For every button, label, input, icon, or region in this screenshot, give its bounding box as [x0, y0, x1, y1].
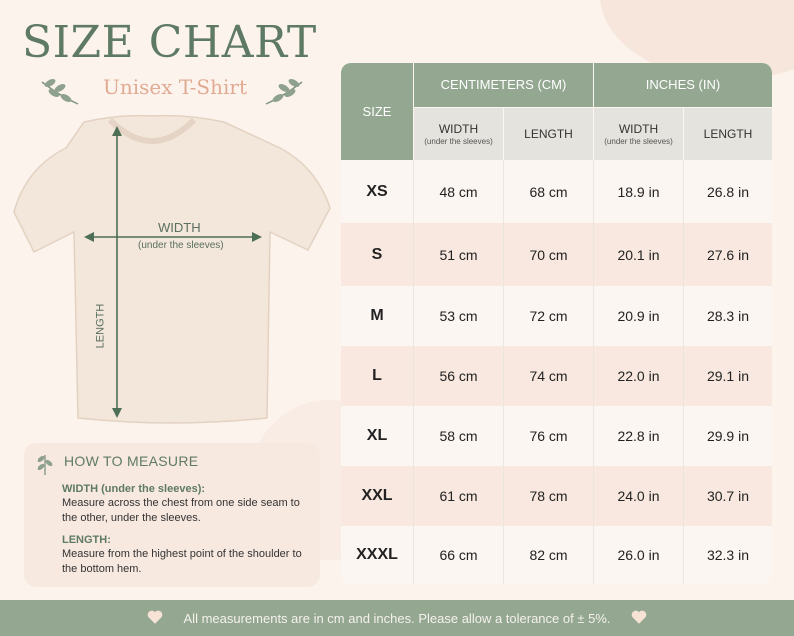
width-cm-cell: 61 cm — [439, 488, 478, 504]
length-cm-cell: 82 cm — [529, 547, 568, 563]
length-in-cell: 30.7 in — [706, 488, 750, 504]
length-in-cell: 29.9 in — [706, 428, 750, 444]
table-row — [341, 160, 772, 223]
footer-bar — [0, 600, 794, 636]
page-subtitle: Unisex T-Shirt — [103, 75, 247, 99]
in-length-header — [684, 108, 772, 160]
length-cm-cell: 78 cm — [529, 488, 568, 504]
width-in-cell: 22.0 in — [617, 368, 660, 384]
inches-header-text: INCHES (IN) — [645, 77, 721, 92]
width-in-cell: 24.0 in — [617, 488, 660, 504]
centimeters-header — [414, 63, 593, 107]
cm-width-header-note: (under the sleeves) — [424, 137, 493, 146]
in-width-header-note: (under the sleeves) — [604, 137, 673, 146]
how-to-measure-panel — [24, 443, 320, 587]
width-cm-cell: 53 cm — [439, 308, 478, 324]
width-cm-cell: 51 cm — [439, 246, 478, 263]
width-sublabel: (under the sleeves) — [138, 240, 224, 251]
width-in-cell: 20.1 in — [617, 246, 660, 263]
cm-width-header — [414, 108, 503, 160]
size-table — [341, 63, 772, 584]
length-cm-cell: 68 cm — [529, 183, 568, 200]
in-width-header — [594, 108, 683, 160]
width-in-cell: 22.8 in — [617, 428, 660, 444]
size-header-text: SIZE — [362, 104, 392, 119]
width-cm-cell: 48 cm — [439, 183, 478, 200]
size-cell: XXL — [361, 487, 393, 504]
length-cm-cell: 76 cm — [529, 428, 568, 444]
column-divider — [593, 160, 594, 584]
in-length-header-text: LENGTH — [703, 127, 753, 141]
length-in-cell: 26.8 in — [706, 183, 750, 200]
size-column-header — [341, 63, 413, 160]
table-row — [341, 466, 772, 526]
size-cell: XXXL — [356, 546, 398, 563]
length-in-cell: 28.3 in — [706, 308, 750, 324]
length-label: LENGTH — [94, 303, 107, 349]
width-cm-cell: 66 cm — [439, 547, 478, 563]
table-row — [341, 286, 772, 346]
width-cm-cell: 56 cm — [439, 368, 478, 384]
table-row — [341, 223, 772, 286]
leaf-sprig-icon — [264, 78, 304, 108]
width-heading: WIDTH (under the sleeves): — [62, 483, 206, 495]
in-width-header-text: WIDTH — [618, 122, 659, 136]
footer-note: All measurements are in cm and inches. Please allow a tolerance of ± 5%. — [183, 610, 611, 626]
table-row — [341, 526, 772, 584]
size-cell: XS — [366, 182, 388, 200]
length-cm-cell: 74 cm — [529, 368, 568, 384]
width-cm-cell: 58 cm — [439, 428, 478, 444]
column-divider — [413, 160, 414, 584]
tshirt-illustration — [12, 112, 332, 427]
heart-icon — [630, 608, 648, 626]
length-in-cell: 29.1 in — [706, 368, 750, 384]
size-cell: L — [372, 367, 382, 384]
width-label: WIDTH — [158, 220, 201, 235]
cm-length-header — [504, 108, 593, 160]
table-row — [341, 346, 772, 406]
cm-width-header-text: WIDTH — [438, 122, 479, 136]
centimeters-header-text: CENTIMETERS (CM) — [440, 77, 567, 92]
inches-header — [594, 63, 772, 107]
length-in-cell: 32.3 in — [706, 547, 750, 563]
size-cell: S — [371, 245, 383, 263]
size-cell: M — [370, 307, 384, 324]
column-divider — [503, 160, 504, 584]
page-title: SIZE CHART — [22, 17, 317, 68]
width-instructions: Measure across the chest from one side seam to the other, under the sleeves. — [62, 497, 300, 524]
length-cm-cell: 70 cm — [529, 246, 568, 263]
leaf-sprig-icon — [40, 78, 80, 108]
heart-icon — [146, 608, 164, 626]
leaf-sprig-icon — [36, 451, 54, 475]
table-row — [341, 406, 772, 466]
size-cell: XL — [366, 427, 388, 444]
width-in-cell: 18.9 in — [617, 183, 660, 200]
length-in-cell: 27.6 in — [706, 246, 750, 263]
width-in-cell: 20.9 in — [617, 308, 660, 324]
length-instructions: Measure from the highest point of the shoulder to the bottom hem. — [62, 548, 302, 575]
length-cm-cell: 72 cm — [529, 308, 568, 324]
column-divider — [683, 160, 684, 584]
width-in-cell: 26.0 in — [617, 547, 660, 563]
how-to-measure-title: HOW TO MEASURE — [64, 453, 199, 469]
cm-length-header-text: LENGTH — [524, 127, 573, 141]
length-heading: LENGTH: — [62, 534, 111, 546]
